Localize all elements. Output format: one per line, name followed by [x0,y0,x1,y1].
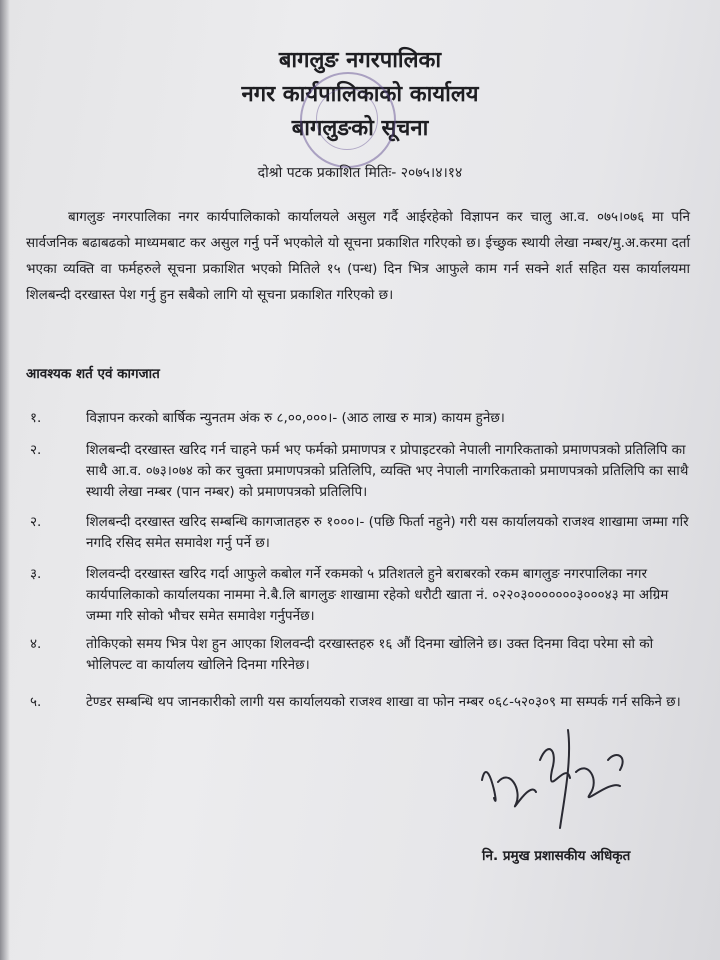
seal-inner-ring [316,88,378,150]
requirement-item [26,564,690,627]
requirement-item [26,692,690,713]
item-number: ५. [30,694,42,710]
requirements-heading: आवश्यक शर्त एवं कागजात [26,366,160,382]
item-text: शिलबन्दी दरखास्त खरिद सम्बन्धि कागजातहरु रु १०००।- (पछि फिर्ता नहुने) गरी यस कार्यालयको राजश्व शाखामा जम्मा गरि नगदि रसिद समेत समावेश गर्नु पर्ने छ। [86,514,689,551]
item-number: २. [30,442,42,458]
office-seal-stamp [300,72,396,168]
item-number: १. [30,410,42,426]
intro-paragraph: बागलुङ नगरपालिका नगर कार्यपालिकाको कार्यालयले असुल गर्दै आईरहेको विज्ञापन कर चालु आ.व. ०७५।०७६ मा पनि सार्वजनिक बढाबढको माध्यमबाट कर असुल गर्नु पर्ने भएकोले यो सूचना प्रकाशित गरिएको छ। ईच्छुक स्थायी लेखा नम्बर/मु.अ.करमा दर्ता भएका व्यक्ति वा फर्महरुले सूचना प्रकाशित भएको मितिले १५ (पन्ध) दिन भित्र आफुले काम गर्न सक्ने शर्त सहित यस कार्यालयमा शिलबन्दी दरखास्त पेश गर्नु हुन सबैको लागि यो सूचना प्रकाशित गरिएको छ। [26,209,690,303]
item-text: टेण्डर सम्बन्धि थप जानकारीको लागी यस कार्यालयको राजश्व शाखा वा फोन नम्बर ०६८-५२०३०९ मा सम्पर्क गर्न सकिने छ। [86,694,681,710]
item-text: शिलबन्दी दरखास्त खरिद गर्न चाहने फर्म भए फर्मको प्रमाणपत्र र प्रोपाइटरको नेपाली नागरिकताको प्रमाणपत्रको प्रतिलिपि का साथै आ.व. ०७३।०७४ को कर चुक्ता प्रमाणपत्रको प्रतिलिपि, व्यक्ति भए नेपाली नागरिकताको प्रमाणपत्रको प्रतिलिपि का साथै स्थायी लेखा नम्बर (पान नम्बर) को प्रमाणपत्रको प्रतिलिपि। [86,442,689,500]
requirement-item [26,408,690,429]
handwritten-signature [470,720,650,840]
requirement-item [26,634,690,676]
notice-title: बागलुङको सूचना [291,116,429,141]
requirement-item [26,512,690,554]
item-text: विज्ञापन करको बार्षिक न्युनतम अंक रु ८,००,०००।- (आठ लाख रु मात्र) कायम हुनेछ। [86,410,505,426]
item-number: ३. [30,566,42,582]
municipality-name: बागलुङ नगरपालिका [278,48,442,73]
item-text: शिलवन्दी दरखास्त खरिद गर्दा आफुले कबोल गर्ने रकमको ५ प्रतिशतले हुने बराबरको रकम बागलुङ नगरपालिका नगर कार्यपालिकाको कार्यालयका नाममा ने.बै.लि बागलुङ शाखामा रहेको धरौटी खाता नं. ०२२०३०००००००३०००४३ मा अग्रिम जम्मा गरि सोको भौचर समेत समावेश गर्नुपर्नेछ। [86,566,669,624]
signatory-title: नि. प्रमुख प्रशासकीय अधिकृत [482,848,631,864]
item-text: तोकिएको समय भित्र पेश हुन आएका शिलवन्दी दरखास्तहरु १६ औं दिनमा खोलिने छ। उक्त दिनमा विदा परेमा सो को भोलिपल्ट वा कार्यालय खोलिने दिनमा गरिनेछ। [86,636,654,673]
item-number: २. [30,514,42,530]
publication-date: दोश्रो पटक प्रकाशित मितिः- २०७५।४।१४ [257,165,463,181]
requirement-item [26,440,690,503]
item-number: ४. [30,636,42,652]
office-name: नगर कार्यपालिकाको कार्यालय [241,82,479,107]
